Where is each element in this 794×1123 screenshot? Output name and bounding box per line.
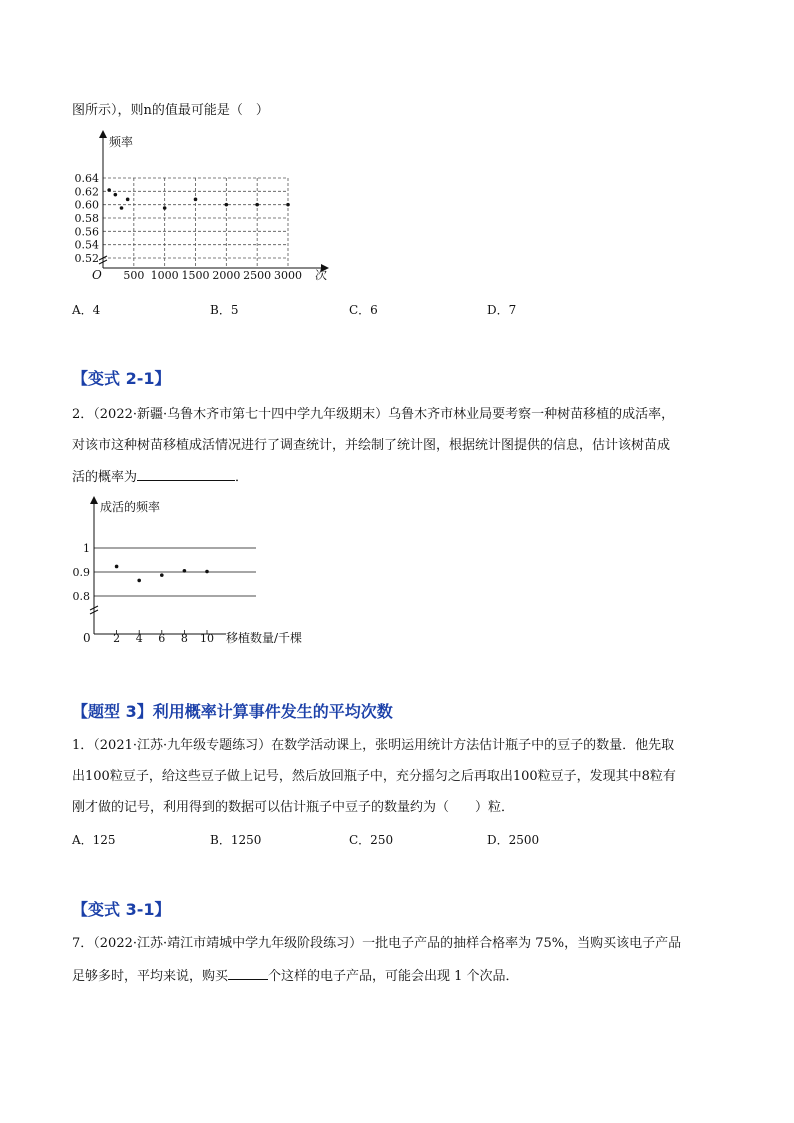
- t3-option-a[interactable]: A．125: [72, 833, 116, 847]
- q1-stem-tail: 图所示），则n的值最可能是（ ）: [72, 103, 269, 118]
- answer-blank[interactable]: [228, 967, 268, 980]
- x-axis-label: 移植数量/千棵: [226, 631, 303, 645]
- y-tick-label: 0.62: [74, 185, 99, 199]
- x-tick-label: 2: [113, 632, 121, 645]
- t3-line-3: 刚才做的记号，利用得到的数据可以估计瓶子中豆子的数量约为（ ）粒．: [72, 800, 515, 815]
- q1-option-b[interactable]: B．5: [210, 303, 239, 317]
- x-tick-label: 1500: [181, 269, 210, 282]
- t3-line-1: 1．（2021·江苏·九年级专题练习）在数学活动课上，张明运用统计方法估计瓶子中的豆子的数量．他先取: [72, 738, 675, 753]
- v21-line-3-text: 活的概率为: [72, 470, 138, 485]
- t3-line-2: 出100粒豆子，给这些豆子做上记号，然后放回瓶子中，充分摇匀之后再取出100粒豆子，发现其中8粒有: [72, 769, 676, 784]
- v31-line-2b: 个这样的电子产品，可能会出现 1 个次品．: [268, 969, 519, 984]
- x-tick-label: 3000: [274, 269, 302, 282]
- t3-option-b[interactable]: B．1250: [210, 833, 262, 847]
- y-tick-label: 0.52: [74, 252, 99, 265]
- variant-3-1-title: 【变式 3-1】: [72, 900, 171, 919]
- v21-line-1: 2．（2022·新疆·乌鲁木齐市第七十四中学九年级期末）乌鲁木齐市林业局要考察一种树苗移植的成活率，: [72, 407, 675, 422]
- y-axis-label: 成活的频率: [100, 500, 161, 514]
- x-tick-label: 4: [135, 632, 143, 645]
- data-point: [120, 206, 124, 210]
- x-tick-label: 6: [158, 632, 166, 645]
- data-point: [205, 570, 209, 574]
- data-point: [126, 198, 130, 202]
- survival-frequency-chart: [72, 494, 336, 654]
- v21-line-3-end: ．: [235, 470, 249, 485]
- x-tick-label: 2000: [212, 269, 241, 282]
- q1-option-d[interactable]: D．7: [487, 303, 517, 317]
- data-point: [107, 188, 111, 192]
- data-point: [225, 203, 229, 207]
- v31-line-2a: 足够多时，平均来说，购买: [72, 969, 229, 984]
- data-point: [255, 203, 259, 207]
- y-tick-label: 0.58: [74, 212, 99, 225]
- data-point: [163, 206, 167, 210]
- answer-blank[interactable]: [137, 468, 235, 481]
- v31-line-1: 7．（2022·江苏·靖江市靖城中学九年级阶段练习）一批电子产品的抽样合格率为 75%，当购买该电子产品: [72, 936, 682, 951]
- data-point: [114, 193, 118, 197]
- y-tick-label: 0.8: [72, 590, 90, 603]
- v21-line-2: 对该市这种树苗移植成活情况进行了调查统计，并绘制了统计图，根据统计图提供的信息，估计该树苗成: [72, 438, 671, 453]
- data-point: [194, 198, 198, 202]
- y-tick-label: 0.9: [72, 566, 90, 579]
- origin-label: O: [92, 268, 102, 282]
- v31-line-2: [72, 967, 519, 985]
- variant-2-1-title: 【变式 2-1】: [72, 369, 171, 388]
- data-point: [183, 569, 187, 573]
- q1-option-c[interactable]: C．6: [349, 303, 378, 317]
- data-point: [160, 573, 164, 577]
- x-tick-label: 1000: [150, 269, 179, 282]
- y-tick-label: 0.56: [74, 225, 99, 239]
- data-point: [137, 579, 141, 583]
- frequency-chart-1: [70, 128, 340, 286]
- q1-option-a[interactable]: A．4: [72, 303, 101, 317]
- type-3-title: 【题型 3】利用概率计算事件发生的平均次数: [72, 702, 393, 721]
- y-tick-label: 1: [83, 542, 90, 555]
- t3-option-d[interactable]: D．2500: [487, 833, 540, 847]
- y-tick-label: 0.54: [74, 238, 99, 252]
- v21-line-3: [72, 468, 248, 486]
- origin-label: 0: [83, 631, 91, 645]
- y-tick-label: 0.60: [74, 198, 99, 212]
- y-tick-label: 0.64: [74, 172, 99, 185]
- x-tick-label: 10: [200, 632, 214, 645]
- t3-option-c[interactable]: C．250: [349, 833, 394, 847]
- data-point: [115, 565, 119, 569]
- y-axis-label: 频率: [109, 135, 134, 149]
- x-tick-label: 8: [180, 632, 188, 645]
- x-tick-label: 2500: [243, 269, 272, 282]
- x-tick-label: 500: [123, 269, 145, 282]
- x-axis-label: 次: [315, 268, 328, 282]
- data-point: [286, 203, 290, 207]
